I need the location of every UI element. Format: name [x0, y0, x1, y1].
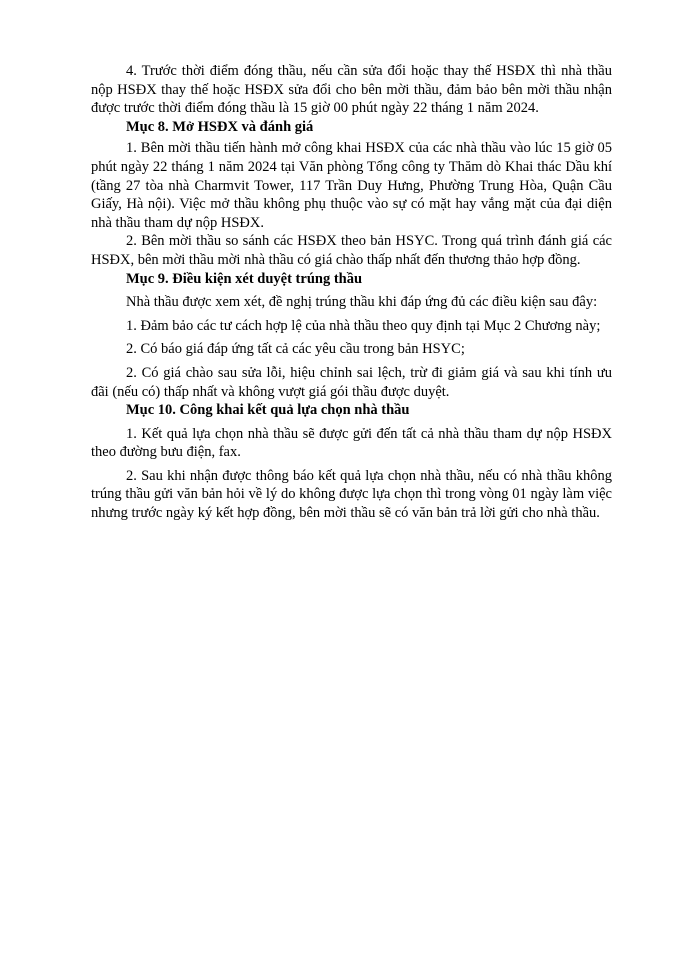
- list-item-condition-3: 2. Có giá chào sau sửa lỗi, hiệu chỉnh sai lệch, trừ đi giảm giá và sau khi tính ưu đãi (nếu có) thấp nhất và không vượt giá gói thầu được duyệt.: [91, 364, 612, 400]
- paragraph-opening-proposals: 1. Bên mời thầu tiến hành mở công khai HSĐX của các nhà thầu vào lúc 15 giờ 05 phút ngày 22 tháng 1 năm 2024 tại Văn phòng Tổng công ty Thăm dò Khai thác Dầu khí (tầng 27 tòa nhà Charmvit Tower, 117 Trần Duy Hưng, Phường Trung Hòa, Quận Cầu Giấy, Hà nội). Việc mở thầu không phụ thuộc vào sự có mặt hay vắng mặt của đại diện nhà thầu tham dự nộp HSĐX.: [91, 140, 612, 231]
- list-item-condition-1: 1. Đảm bảo các tư cách hợp lệ của nhà thầu theo quy định tại Mục 2 Chương này;: [126, 317, 601, 334]
- section-heading-8: Mục 8. Mở HSĐX và đánh giá: [126, 118, 314, 135]
- list-item-condition-2: 2. Có báo giá đáp ứng tất cả các yêu cầu trong bản HSYC;: [126, 341, 465, 358]
- paragraph-comparison: 2. Bên mời thầu so sánh các HSĐX theo bản HSYC. Trong quá trình đánh giá các HSĐX, bên mời thầu mời nhà thầu có giá chào thấp nhất đến thương thảo hợp đồng.: [91, 233, 612, 268]
- paragraph-amendment-before-closing: 4. Trước thời điểm đóng thầu, nếu cần sửa đổi hoặc thay thế HSĐX thì nhà thầu nộp HSĐX thay thế hoặc HSĐX sửa đổi cho bên mời thầu, đảm bảo bên mời thầu nhận được trước thời điểm đóng thầu là 15 giờ 00 phút ngày 22 tháng 1 năm 2024.: [91, 63, 612, 117]
- paragraph-award-conditions-intro: Nhà thầu được xem xét, đề nghị trúng thầu khi đáp ứng đủ các điều kiện sau đây:: [126, 294, 598, 311]
- paragraph-results-notification: 1. Kết quả lựa chọn nhà thầu sẽ được gửi đến tất cả nhà thầu tham dự nộp HSĐX theo đường bưu điện, fax.: [91, 425, 612, 461]
- section-heading-9: Mục 9. Điều kiện xét duyệt trúng thầu: [126, 270, 363, 287]
- section-heading-10: Mục 10. Công khai kết quả lựa chọn nhà thầu: [126, 402, 410, 419]
- paragraph-unsuccessful-inquiry: 2. Sau khi nhận được thông báo kết quả lựa chọn nhà thầu, nếu có nhà thầu không trúng thầu gửi văn bản hỏi về lý do không được lựa chọn thì trong vòng 01 ngày làm việc nhưng trước ngày ký kết hợp đồng, bên mời thầu sẽ có văn bản trả lời gửi cho nhà thầu.: [91, 467, 612, 522]
- document-page: [91, 62, 612, 523]
